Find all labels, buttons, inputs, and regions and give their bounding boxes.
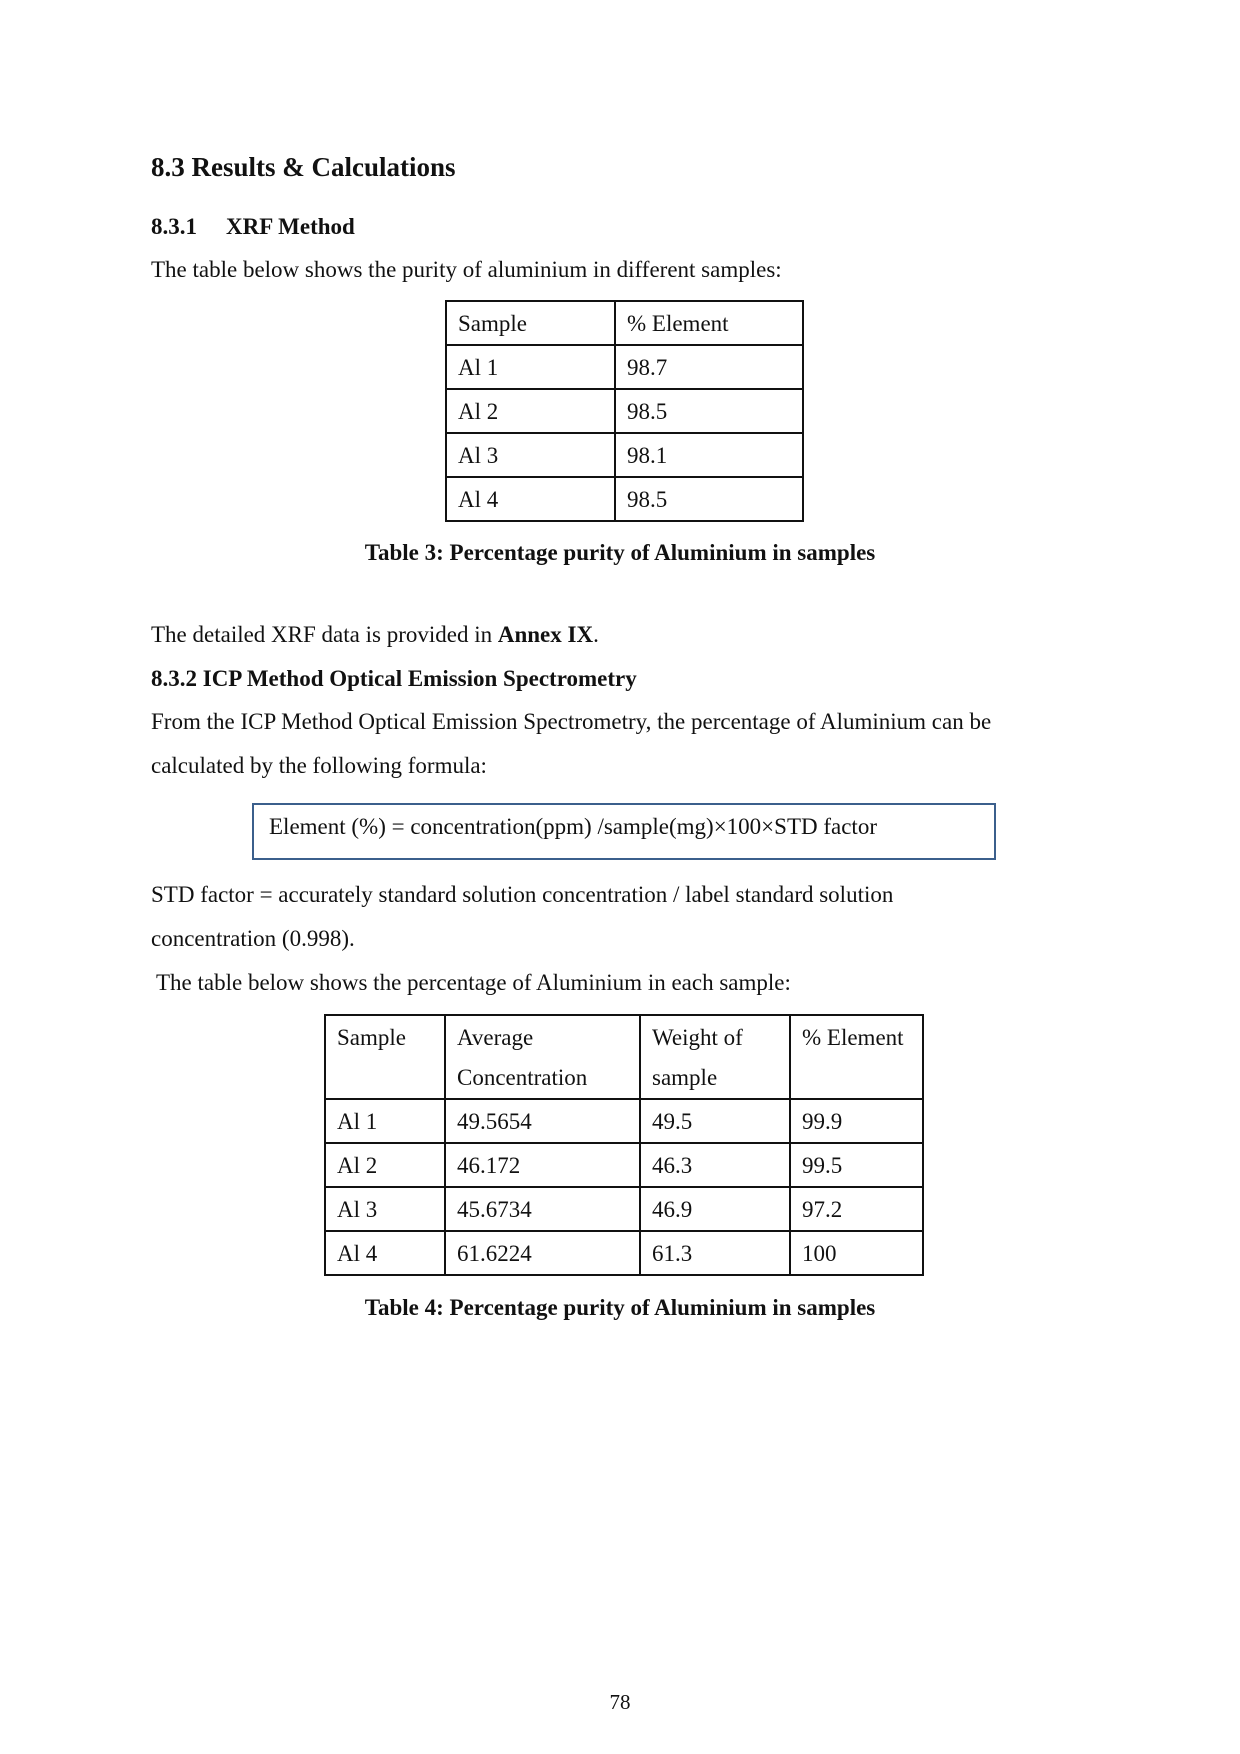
table-row xyxy=(325,1143,923,1187)
header-line: % Element xyxy=(802,1025,904,1050)
table-row xyxy=(325,1231,923,1275)
table-cell: Al 1 xyxy=(446,345,615,389)
table-cell: 98.5 xyxy=(615,477,803,521)
table-header-cell: Sample xyxy=(446,301,615,345)
table-row xyxy=(446,345,803,389)
table-cell: Al 4 xyxy=(325,1231,445,1275)
std-factor-line-1: STD factor = accurately standard solution concentration / label standard solution xyxy=(151,882,894,907)
table-cell: 49.5654 xyxy=(445,1099,640,1143)
table-cell: 98.7 xyxy=(615,345,803,389)
table-cell: 97.2 xyxy=(790,1187,923,1231)
table-cell: 45.6734 xyxy=(445,1187,640,1231)
header-line: sample xyxy=(652,1065,718,1090)
std-factor-line-2: concentration (0.998). xyxy=(151,926,355,951)
table-header-row xyxy=(446,301,803,345)
table-header-cell xyxy=(325,1015,445,1099)
annex-note-suffix: . xyxy=(593,622,599,647)
table-header-cell xyxy=(790,1015,923,1099)
formula-box xyxy=(252,803,996,860)
table-cell: Al 4 xyxy=(446,477,615,521)
table-row xyxy=(446,477,803,521)
table-cell: Al 2 xyxy=(446,389,615,433)
annex-reference: Annex IX xyxy=(497,622,594,647)
icp-intro-line-1: From the ICP Method Optical Emission Spectrometry, the percentage of Aluminium can be xyxy=(151,709,992,734)
header-line: Average xyxy=(457,1025,534,1050)
icp-intro-line-2: calculated by the following formula: xyxy=(151,753,487,778)
table-cell: 61.3 xyxy=(640,1231,790,1275)
xrf-heading-number: 8.3.1 xyxy=(151,214,197,239)
icp-table xyxy=(324,1014,924,1276)
annex-note xyxy=(151,622,599,648)
table-header-cell xyxy=(445,1015,640,1099)
xrf-heading-text: XRF Method xyxy=(226,214,355,239)
table-header-cell: % Element xyxy=(615,301,803,345)
page-number: 78 xyxy=(609,1690,631,1714)
xrf-table xyxy=(445,300,804,522)
icp-heading: 8.3.2 ICP Method Optical Emission Spectrometry xyxy=(151,666,637,691)
table-row xyxy=(325,1187,923,1231)
table-cell: 46.3 xyxy=(640,1143,790,1187)
table-3-caption: Table 3: Percentage purity of Aluminium in samples xyxy=(364,540,876,565)
table-header-row xyxy=(325,1015,923,1099)
icp-table-intro: The table below shows the percentage of Aluminium in each sample: xyxy=(156,970,791,995)
table-cell: Al 2 xyxy=(325,1143,445,1187)
table-header-cell xyxy=(640,1015,790,1099)
xrf-intro: The table below shows the purity of aluminium in different samples: xyxy=(151,257,782,282)
table-cell: 46.172 xyxy=(445,1143,640,1187)
table-cell: 98.5 xyxy=(615,389,803,433)
header-line: Concentration xyxy=(457,1065,588,1090)
table-cell: Al 3 xyxy=(446,433,615,477)
table-4-caption: Table 4: Percentage purity of Aluminium in samples xyxy=(364,1295,876,1320)
table-cell: Al 1 xyxy=(325,1099,445,1143)
table-cell: 98.1 xyxy=(615,433,803,477)
table-cell: 46.9 xyxy=(640,1187,790,1231)
xrf-heading xyxy=(151,214,355,240)
section-title: 8.3 Results & Calculations xyxy=(151,152,456,182)
table-row xyxy=(446,389,803,433)
table-row xyxy=(325,1099,923,1143)
table-row xyxy=(446,433,803,477)
table-cell: Al 3 xyxy=(325,1187,445,1231)
table-cell: 99.5 xyxy=(790,1143,923,1187)
annex-note-prefix: The detailed XRF data is provided in xyxy=(151,622,498,647)
header-line: Sample xyxy=(337,1025,406,1050)
table-cell: 49.5 xyxy=(640,1099,790,1143)
formula-text: Element (%) = concentration(ppm) /sample(mg)×100×STD factor xyxy=(269,814,877,839)
header-line: Weight of xyxy=(652,1025,743,1050)
table-cell: 61.6224 xyxy=(445,1231,640,1275)
table-cell: 100 xyxy=(790,1231,923,1275)
table-cell: 99.9 xyxy=(790,1099,923,1143)
